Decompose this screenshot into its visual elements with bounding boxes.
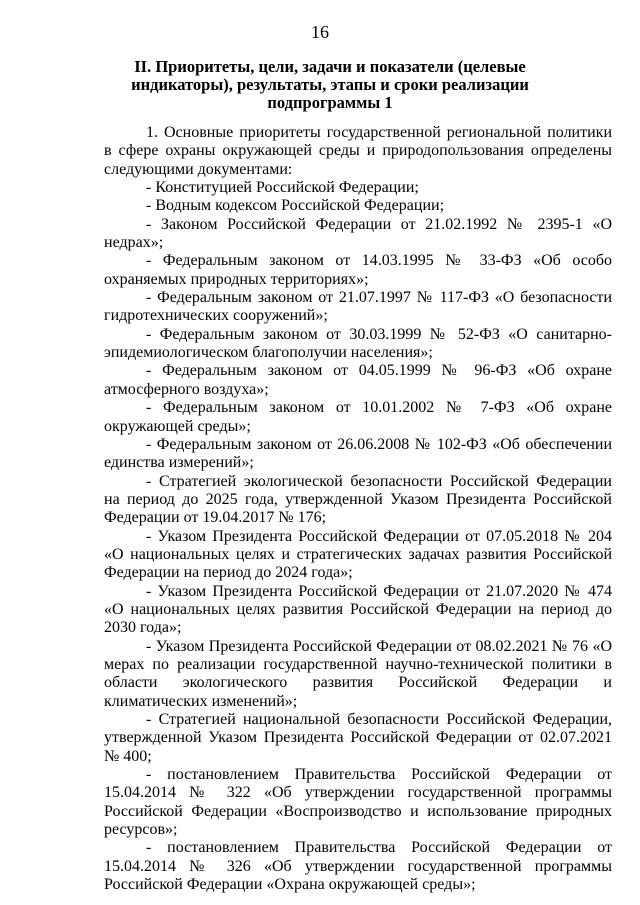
list-item: - Законом Российской Федерации от 21.02.1992 № 2395-1 «О недрах»; xyxy=(104,215,612,252)
list-item: - Стратегией экологической безопасности Российской Федерации на период до 2025 года, утвержденной Указом Президента Российской Федерации от 19.04.2017 № 176; xyxy=(104,472,612,527)
list-item: - Указом Президента Российской Федерации от 07.05.2018 № 204 «О национальных целях и стратегических задачах развития Российской Федерации на период до 2024 года»; xyxy=(104,527,612,582)
list-item: - Водным кодексом Российской Федерации; xyxy=(146,197,445,215)
heading-line: II. Приоритеты, цели, задачи и показатели (целевые xyxy=(134,57,526,76)
list-item: - Федеральным законом от 04.05.1999 № 96-ФЗ «Об охране атмосферного воздуха»; xyxy=(104,362,612,398)
section-heading xyxy=(120,58,540,112)
list-item: - Указом Президента Российской Федерации от 08.02.2021 № 76 «О мерах по реализации государственной научно-технической политики в области экологического развития Российской Федерации и климатических изменений»; xyxy=(104,637,612,710)
document-body xyxy=(104,124,612,894)
list-item: - Указом Президента Российской Федерации от 21.07.2020 № 474 «О национальных целях развития Российской Федерации на период до 2030 года»; xyxy=(104,582,612,637)
list-item: - Конституцией Российской Федерации; xyxy=(146,179,419,197)
list-item: - Стратегией национальной безопасности Российской Федерации, утвержденной Указом Президента Российской Федерации от 02.07.2021 № 400; xyxy=(104,711,612,765)
list-item: - постановлением Правительства Российской Федерации от 15.04.2014 № 322 «Об утверждении государственной программы Российской Федерации «Воспроизводство и использование природных ресурсов»; xyxy=(104,766,612,839)
list-item: - Федеральным законом от 14.03.1995 № 33-ФЗ «Об особо охраняемых природных территориях»; xyxy=(104,252,612,288)
list-item: - Федеральным законом от 30.03.1999 № 52-ФЗ «О санитарно-эпидемиологическом благополучии населения»; xyxy=(104,325,612,362)
heading-line: подпрограммы 1 xyxy=(267,93,393,112)
list-item: - Федеральным законом от 26.06.2008 № 102-ФЗ «Об обеспечении единства измерений»; xyxy=(104,435,612,472)
paragraph-intro: 1. Основные приоритеты государственной региональной политики в сфере охраны окружающей среды и природопользования определены следующими документами: xyxy=(104,124,612,178)
list-item: - постановлением Правительства Российской Федерации от 15.04.2014 № 326 «Об утверждении государственной программы Российской Федерации «Охрана окружающей среды»; xyxy=(104,839,612,894)
list-item: - Федеральным законом от 10.01.2002 № 7-ФЗ «Об охране окружающей среды»; xyxy=(104,399,612,435)
list-item: - Федеральным законом от 21.07.1997 № 117-ФЗ «О безопасности гидротехнических сооружений»; xyxy=(104,289,612,325)
page-number: 16 xyxy=(311,22,329,42)
heading-line: индикаторы), результаты, этапы и сроки реализации xyxy=(131,75,529,94)
